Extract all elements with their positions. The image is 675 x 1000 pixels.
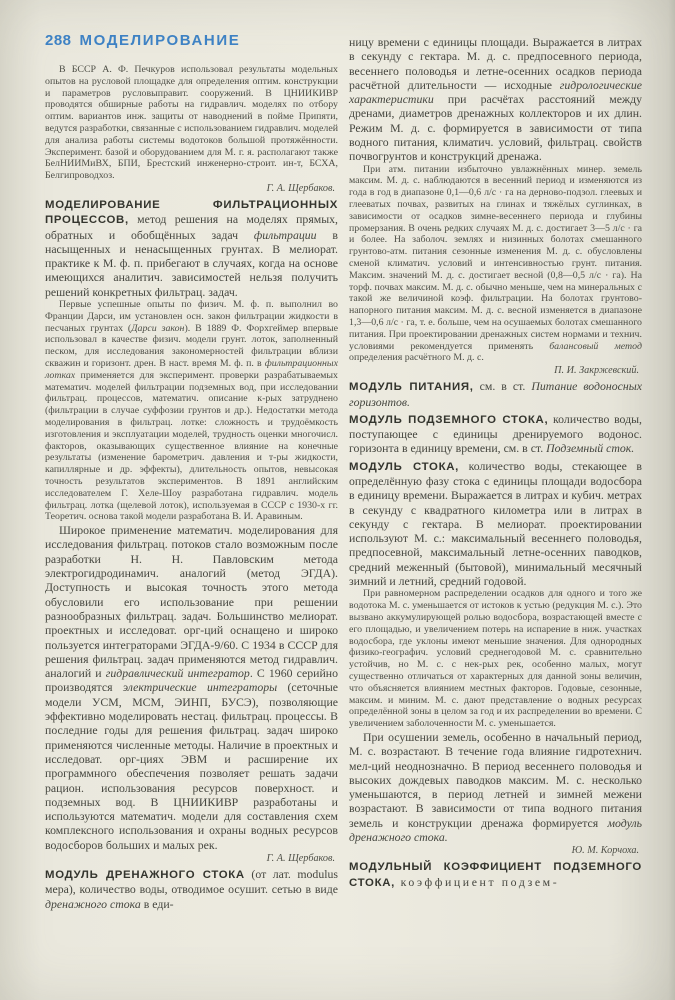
text-segment: балансовый метод: [549, 340, 642, 352]
column-right-text: [349, 35, 642, 890]
text-segment: модуль дренажного стока.: [349, 815, 642, 845]
paragraph: [349, 730, 642, 844]
text-segment: Первые успешные опыты по физич. М. ф. п. выполнил во Франции Дарси, им установлен осн. закон фильтрации жидкости в песчаных грунтах (: [45, 299, 338, 334]
text-segment: см. в ст.: [473, 379, 532, 394]
author-signature: [45, 853, 335, 864]
text-segment: ницу времени с единицы площади. Выражается в литрах в секунду с гектара. М. д. с. предпосевного периода, весеннего половодья и летне-осенних осадков периода расчётной длительности — исходные: [349, 35, 642, 92]
text-segment: (от лат. modulus мера), количество воды, отводимое осушит. сетью в виде: [45, 867, 338, 897]
paragraph: [349, 35, 642, 164]
author-signature: [349, 365, 639, 376]
author-signature: [45, 183, 335, 194]
text-segment: коэффициент подзем-: [395, 874, 560, 889]
entry-term: МОДУЛЬ СТОКА,: [349, 460, 460, 473]
text-segment: Широкое применение математич. моделирования для исследования фильтрац. потоков стало возможным после разработки Н. Н. Павловским метода электрогидродинамич. аналогий (метод ЭГДА). Доступность и высокая точность этого метода обусловили его использование при решении разнообразных фильтрац. задач. Большинство мелиорат. проектных и исследоват. орг-ций оснащено и широко пользуется интеграторами ЭГДА-9/60. С 1934 в СССР для решения фильтрац. задач применяются метод гидравлич. аналогий и: [45, 523, 338, 681]
page-number: 288: [45, 32, 72, 49]
entry-term: МОДУЛЬНЫЙ КОЭФФИЦИЕНТ ПОДЗЕМНОГО СТОКА,: [349, 861, 642, 889]
entry-paragraph: [349, 859, 642, 890]
text-segment: (сеточные модели УСМ, МСМ, ЭИНП, БУСЭ), позволяющие эффективно моделировать нестац. фильтрац. процессы. В последние годы для решения фильтрац. задач широко применяются численные методы. Наличие в проектных и исследоват. орг-циях ЭВМ и расширение их программного обеспечения позволяет решать задачи рацион. использования ресурсов поверхност. и подземных вод. В ЦНИИКИВР разработаны и используются математич. модели для составления схем комплексного использования и охраны водных ресурсов водосборов больших и малых рек.: [45, 680, 338, 852]
paragraph: [349, 164, 642, 365]
column-left-text: [45, 64, 338, 911]
text-segment: При равномерном распределении осадков для одного и того же водотока М. с. уменьшается от истоков к устью (редукция М. с.). Это вызвано аккумулирующей ролью водосбора, возрастающей вместе с его площадью, и увеличением потерь на испарение в ниж. участках водосбора, где уклоны имеют меньшие значения. Для однородных физико-географич. условий среднегодовой М. с. сравнительно устойчив, но М. с. с нек-рых рек, особенно малых, могут существенно отличаться от характерных для данной зоны величин, что объясняется влиянием местных факторов. Годовые, сезонные, максим. и миним. М. с. дают представление о водных ресурсах определённой зоны в целом за год и их распределении во времени. С увеличением заболоченности М. с. уменьшается.: [349, 588, 642, 730]
column-left: [45, 26, 338, 911]
text-segment: При атм. питании избыточно увлажнённых минер. земель максим. М. д. с. наблюдаются в весенний период и изменяются из года в год в диапазоне 0,1—0,6 л/с · га на дерново-подзол. глеевых и глееватых почвах, развитых на глинах и тяжёлых суглинках, в зависимости от осадков зимне-весеннего периода и глубины промерзания. В очень редких случаях М. д. с. достигает 3—5 л/с · га и более. На заболоч. землях и низинных болотах смешанного грунтово-атм. питания сезонные изменения М. д. с. обусловлены сменой климатич. условий и интенсивностью грунт. питания. Максим. значений М. д. с. достигает весной (0,8—0,5 л/с · га). На торф. почвах максим. М. д. с. обычно меньше, чем на минеральных с такой же величиной коэф. фильтрации. На болотах грунтово-напорного питания максим. М. д. с. весной изменяется в диапазоне 1,3—0,6 л/с · га, т. е. больше, чем на осушаемых болотах смешанного питания. При проектировании дренажных систем нормами и технич. условиями рекомендуется применять: [349, 163, 642, 352]
text-segment: в насыщенных и ненасыщенных грунтах. В мелиорат. практике к М. ф. п. прибегают в случаях, когда на основе имеющихся аналитич. зависимостей нельзя получить решений конкретных фильтрац. задач.: [45, 227, 338, 299]
paragraph: [45, 299, 338, 523]
page-header: [45, 32, 338, 49]
text-segment: количество воды, стекающее в определённую фазу стока с единицы площади водосбора в единицу времени. Выражается в литрах и кубич. метрах в секунду с квадратного километра или в литрах в секунду с гектара. В мелиорат. проектировании используют М. с.: максимальный весеннего половодья, предпосевной, максимальный летне-осенних паводков, средний меженный (бытовой), минимальный месячный зимний и летний, средний годовой.: [349, 458, 642, 589]
text-segment: метод решения на моделях прямых, обратных и обобщённых задач: [45, 212, 338, 242]
text-segment: электрические интеграторы: [122, 680, 278, 695]
text-segment: Ю. М. Корчоха.: [571, 845, 639, 857]
text-segment: количество воды, поступающее с единицы дренируемого водонос. горизонта в единицу времени, см. в ст.: [349, 411, 642, 456]
entry-term: МОДЕЛИРОВАНИЕ ФИЛЬТРАЦИОННЫХ ПРОЦЕССОВ,: [45, 198, 338, 227]
author-signature: [349, 845, 639, 856]
text-segment: применяется для эксперимент. проверки разрабатываемых математич. моделей фильтрации подземных вод, при исследовании фильтрац. процессов, математич. описание к-рых затруднено (фильтрации в случае суффозии грунтов и др.). Недостатки метода моделирования в фильтрац. лотке: сложность и трудоёмкость изготовления и эксплуатации моделей, трудность оценки многочисл. факторов, оказывающих существенное влияние на конечные результаты (изменение барометрич. давления и т-ры жидкости, капиллярные и др. эффекты), длительность опытов, невысокая точность результатов экспериментов. В 1891 английским исследователем Г. Хеле-Шоу разработана гидравлич. модель фильтрац. лотка (щелевой лоток), используемая в СССР с 1930-х гг. Теоретич. основа такой модели разработана В. И. Аравиным.: [45, 369, 338, 523]
entry-paragraph: [349, 459, 642, 589]
text-segment: Г. А. Щербаков.: [266, 182, 335, 194]
paragraph: [45, 64, 338, 182]
text-segment: в еди-: [140, 896, 174, 911]
text-segment: дренажного стока: [45, 896, 141, 911]
text-segment: определения расчётного М. д. с.: [349, 352, 484, 364]
text-segment: Дарси закон: [131, 322, 185, 334]
entry-paragraph: [45, 197, 338, 299]
text-segment: гидравлический интегратор: [105, 666, 250, 681]
text-segment: При осушении земель, особенно в начальный период, М. с. возрастают. В течение года влияние гидротехнич. мел-ций неоднозначно. В период весеннего половодья и высоких дождевых паводков максим. М. с. несколько уменьшаются, в период летней и зимней межени возрастают. В зависимости от типа водного питания земель и конструкции дренажа формируется: [349, 729, 642, 830]
entry-term: МОДУЛЬ ПИТАНИЯ,: [349, 381, 474, 394]
entry-paragraph: [45, 867, 338, 911]
text-segment: ). В 1889 Ф. Форхгеймер впервые использовал в качестве физич. модели грунт. лоток, заполненный песком, для исследования закономерностей фильтрации вблизи скважин и горизонт. дрен. В наст. время М. ф. п. в: [45, 322, 338, 370]
text-segment: фильтрационных лотках: [45, 358, 338, 381]
entry-term: МОДУЛЬ ПОДЗЕМНОГО СТОКА,: [349, 413, 549, 426]
text-segment: П. И. Закржевский.: [554, 365, 639, 377]
text-segment: Питание водоносных горизонтов.: [349, 379, 642, 409]
text-segment: при расчётах расстояний между дренами, диаметров дренажных коллекторов и их длин. Режим М. д. с. формируется в зависимости от типа водного питания, климатич. условий, фильтрац. свойств почвогрунтов и конструкций дренажа.: [349, 92, 642, 164]
text-segment: гидрологические характеристики: [349, 77, 642, 107]
entry-paragraph: [349, 412, 642, 456]
paragraph: [349, 588, 642, 730]
text-segment: Подземный сток.: [546, 441, 635, 456]
running-title: МОДЕЛИРОВАНИЕ: [79, 32, 241, 49]
text-segment: . С 1960 серийно производятся: [45, 666, 339, 695]
text-segment: В БССР А. Ф. Печкуров использовал результаты модельных опытов на русловой площадке для определения оптим. конструкции и параметров русловыправит. сооружений. В ЦНИИКИВР проводятся обширные работы на гидравлич. моделях по отбору оптим. вариантов инж. защиты от наводнений в пойме Припяти, ведутся разработки, связанные с использованием гидравлич. моделей для анализа работы системы водотоков большой протяжённости. Эксперимент. базой и оборудованием для М. г. я. располагают также БелНИИМиВХ, БПИ, Брестский инженерно-строит. ин-т, БСХА, Белгипроводхоз.: [45, 64, 338, 182]
text-segment: Г. А. Щербаков.: [266, 853, 335, 865]
column-right: [349, 26, 642, 911]
paragraph: [45, 523, 338, 852]
text-segment: фильтрации: [253, 227, 317, 242]
entry-term: МОДУЛЬ ДРЕНАЖНОГО СТОКА: [45, 869, 245, 882]
entry-paragraph: [349, 379, 642, 409]
